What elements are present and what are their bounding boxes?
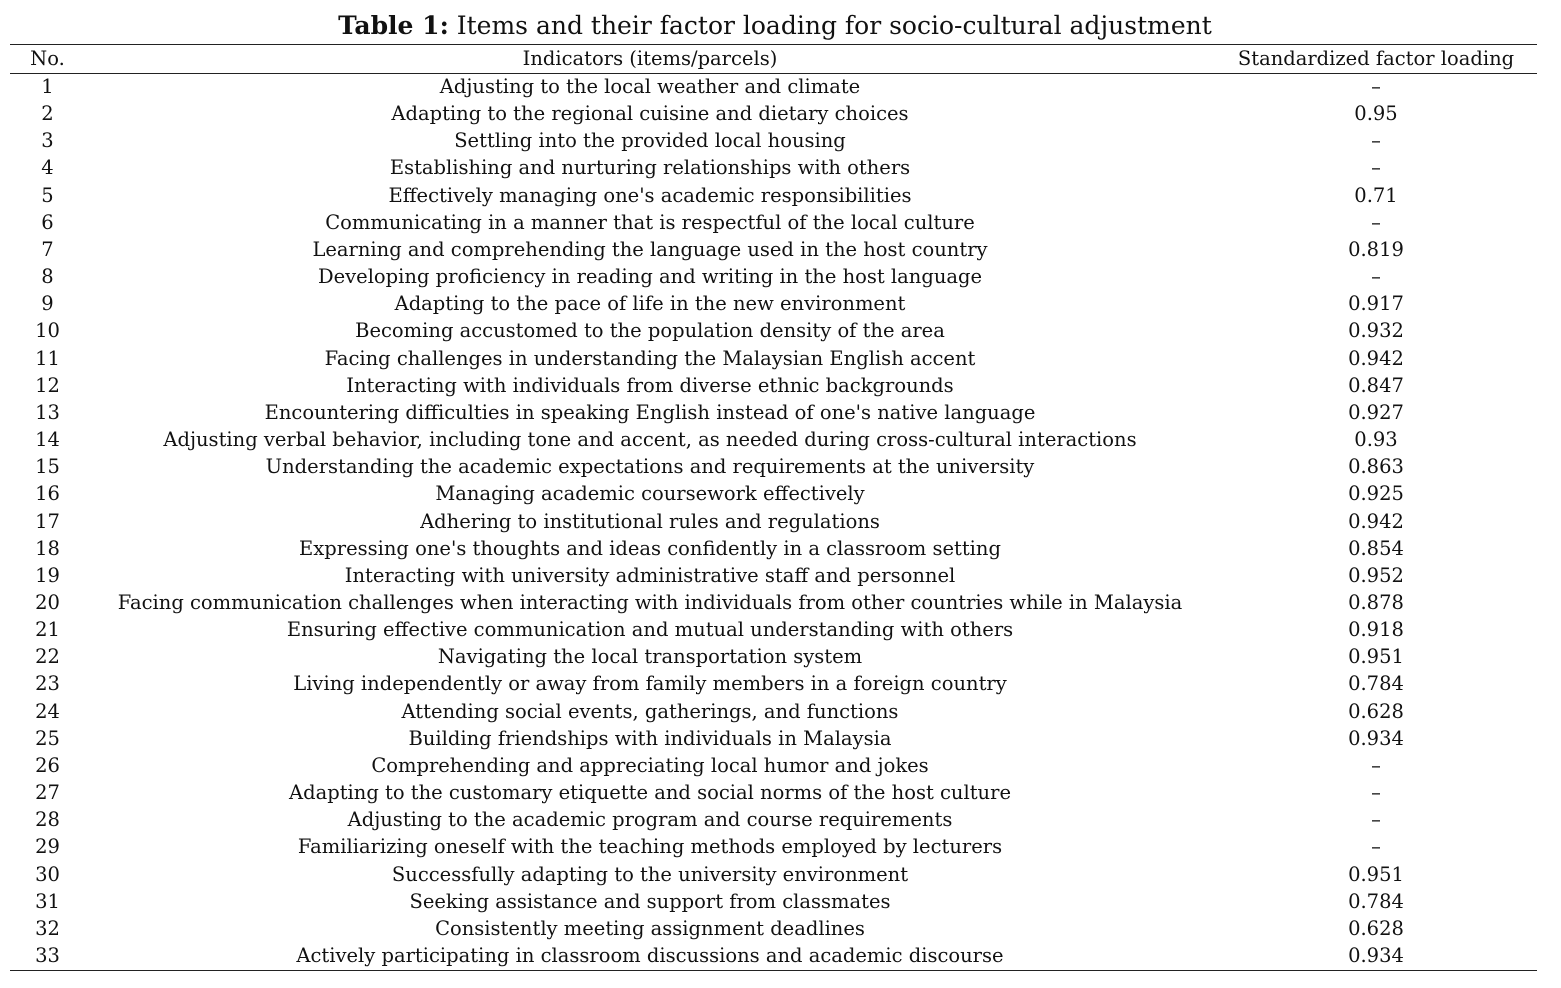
- cell-indicator: Building friendships with individuals in Malaysia: [408, 726, 892, 750]
- table-row: [10, 616, 1537, 643]
- cell-indicator: Navigating the local transportation system: [437, 645, 863, 669]
- cell-no: 8: [41, 265, 54, 289]
- table-caption-text: Items and their factor loading for socio-cultural adjustment: [448, 11, 1212, 40]
- cell-indicator: Communicating in a manner that is respectful of the local culture: [325, 210, 975, 234]
- table-row: [10, 752, 1537, 779]
- cell-indicator: Effectively managing one's academic responsibilities: [388, 183, 912, 207]
- table-row: [10, 453, 1537, 480]
- cell-indicator: Adjusting verbal behavior, including tone and accent, as needed during cross-cultural interactions: [163, 428, 1137, 452]
- cell-loading: 0.93: [1354, 428, 1398, 452]
- cell-no: 33: [35, 944, 60, 967]
- cell-indicator: Facing challenges in understanding the Malaysian English accent: [324, 346, 976, 370]
- cell-loading: 0.784: [1348, 889, 1404, 913]
- cell-loading: –: [1371, 808, 1381, 832]
- cell-loading: –: [1371, 835, 1381, 859]
- cell-no: 32: [35, 916, 60, 940]
- cell-loading: 0.951: [1348, 862, 1404, 886]
- cell-indicator: Learning and comprehending the language used in the host country: [312, 237, 988, 261]
- table-row: [10, 182, 1537, 209]
- cell-no: 5: [41, 183, 54, 207]
- table-row: [10, 942, 1537, 969]
- table-row: [10, 643, 1537, 670]
- cell-no: 2: [41, 102, 54, 126]
- cell-indicator: Adhering to institutional rules and regulations: [420, 509, 880, 533]
- cell-loading: –: [1371, 156, 1381, 180]
- header-no: No.: [30, 47, 65, 70]
- table-row: [10, 806, 1537, 833]
- cell-no: 31: [35, 889, 60, 913]
- cell-loading: 0.71: [1354, 183, 1398, 207]
- table-caption-label: Table 1:: [338, 11, 449, 40]
- cell-no: 4: [41, 156, 54, 180]
- cell-no: 9: [41, 292, 54, 316]
- cell-no: 7: [41, 237, 54, 261]
- cell-loading: –: [1371, 210, 1381, 234]
- cell-loading: 0.863: [1348, 455, 1404, 479]
- cell-no: 22: [35, 645, 60, 669]
- cell-loading: –: [1371, 75, 1381, 98]
- table-row: [10, 209, 1537, 236]
- cell-loading: –: [1371, 265, 1381, 289]
- cell-loading: 0.925: [1348, 482, 1404, 506]
- cell-loading: 0.847: [1348, 373, 1404, 397]
- table-row: [10, 372, 1537, 399]
- cell-no: 6: [41, 210, 54, 234]
- cell-indicator: Developing proficiency in reading and writing in the host language: [317, 265, 983, 289]
- cell-indicator: Interacting with university administrative staff and personnel: [344, 563, 956, 587]
- cell-no: 21: [35, 618, 60, 642]
- cell-no: 26: [35, 753, 60, 777]
- cell-loading: 0.942: [1348, 346, 1404, 370]
- cell-no: 17: [35, 509, 60, 533]
- cell-indicator: Ensuring effective communication and mutual understanding with others: [286, 618, 1014, 642]
- cell-indicator: Encountering difficulties in speaking English instead of one's native language: [264, 400, 1036, 424]
- cell-indicator: Becoming accustomed to the population density of the area: [355, 319, 945, 343]
- header-indicator: Indicators (items/parcels): [522, 47, 778, 70]
- cell-loading: 0.784: [1348, 672, 1404, 696]
- table-row: [10, 345, 1537, 372]
- table-row: [10, 589, 1537, 616]
- cell-loading: 0.932: [1348, 319, 1404, 343]
- cell-no: 18: [35, 536, 60, 560]
- table-row: [10, 480, 1537, 507]
- cell-loading: 0.628: [1348, 699, 1404, 723]
- cell-no: 11: [35, 346, 60, 370]
- cell-no: 16: [35, 482, 60, 506]
- table-row: [10, 317, 1537, 344]
- table-row: [10, 888, 1537, 915]
- table-row: [10, 725, 1537, 752]
- cell-loading: 0.934: [1348, 726, 1404, 750]
- cell-no: 29: [35, 835, 60, 859]
- cell-no: 14: [35, 428, 60, 452]
- cell-indicator: Living independently or away from family members in a foreign country: [293, 672, 1007, 696]
- table-row: [10, 73, 1537, 100]
- cell-no: 1: [41, 75, 54, 98]
- cell-indicator: Successfully adapting to the university environment: [391, 862, 909, 886]
- header-loading: Standardized factor loading: [1237, 47, 1515, 70]
- table-row: [10, 562, 1537, 589]
- table-row: [10, 100, 1537, 127]
- cell-indicator: Adjusting to the academic program and course requirements: [347, 808, 953, 832]
- table-row: [10, 236, 1537, 263]
- table-bottom-rule: [10, 970, 1537, 971]
- cell-indicator: Facing communication challenges when interacting with individuals from other countries while in Malaysia: [117, 590, 1183, 614]
- cell-no: 15: [35, 455, 60, 479]
- cell-no: 20: [35, 590, 60, 614]
- cell-no: 12: [35, 373, 60, 397]
- cell-indicator: Familiarizing oneself with the teaching methods employed by lecturers: [297, 835, 1003, 859]
- table-row: [10, 670, 1537, 697]
- table-row: [10, 508, 1537, 535]
- cell-no: 13: [35, 400, 60, 424]
- cell-loading: 0.854: [1348, 536, 1404, 560]
- table-row: [10, 127, 1537, 154]
- table-body: [10, 73, 1537, 969]
- cell-no: 19: [35, 563, 60, 587]
- cell-indicator: Adapting to the customary etiquette and social norms of the host culture: [289, 781, 1011, 805]
- table-row: [10, 698, 1537, 725]
- table-row: [10, 399, 1537, 426]
- cell-loading: –: [1371, 129, 1381, 153]
- cell-indicator: Consistently meeting assignment deadlines: [435, 916, 865, 940]
- cell-loading: –: [1371, 781, 1381, 805]
- cell-indicator: Adjusting to the local weather and climate: [439, 75, 861, 98]
- cell-loading: 0.934: [1348, 944, 1404, 967]
- cell-loading: 0.878: [1348, 590, 1404, 614]
- cell-indicator: Understanding the academic expectations and requirements at the university: [265, 455, 1035, 479]
- table-row: [10, 535, 1537, 562]
- table-row: [10, 426, 1537, 453]
- table-row: [10, 915, 1537, 942]
- cell-no: 30: [35, 862, 60, 886]
- factor-loading-table: [10, 44, 1537, 969]
- cell-loading: 0.952: [1348, 563, 1404, 587]
- cell-loading: 0.942: [1348, 509, 1404, 533]
- cell-indicator: Seeking assistance and support from classmates: [409, 889, 891, 913]
- table-row: [10, 290, 1537, 317]
- table-row: [10, 861, 1537, 888]
- cell-loading: 0.628: [1348, 916, 1404, 940]
- cell-indicator: Establishing and nurturing relationships with others: [389, 156, 911, 180]
- cell-no: 10: [35, 319, 60, 343]
- cell-indicator: Adapting to the regional cuisine and dietary choices: [391, 102, 909, 126]
- cell-loading: –: [1371, 753, 1381, 777]
- cell-loading: 0.819: [1348, 237, 1404, 261]
- cell-indicator: Settling into the provided local housing: [454, 129, 846, 153]
- cell-no: 28: [35, 808, 60, 832]
- cell-indicator: Managing academic coursework effectively: [435, 482, 865, 506]
- cell-no: 25: [35, 726, 60, 750]
- cell-no: 3: [41, 129, 54, 153]
- cell-no: 23: [35, 672, 60, 696]
- cell-loading: 0.917: [1348, 292, 1404, 316]
- table-row: [10, 154, 1537, 181]
- cell-indicator: Interacting with individuals from diverse ethnic backgrounds: [346, 373, 954, 397]
- table-row: [10, 779, 1537, 806]
- cell-indicator: Actively participating in classroom discussions and academic discourse: [296, 944, 1004, 967]
- cell-no: 27: [35, 781, 60, 805]
- table-header-row: [10, 44, 1537, 73]
- cell-indicator: Expressing one's thoughts and ideas confidently in a classroom setting: [299, 536, 1001, 560]
- table-caption: [0, 8, 1550, 44]
- cell-loading: 0.927: [1348, 400, 1404, 424]
- cell-no: 24: [35, 699, 60, 723]
- cell-indicator: Adapting to the pace of life in the new environment: [394, 292, 906, 316]
- cell-indicator: Attending social events, gatherings, and functions: [401, 699, 899, 723]
- table-row: [10, 833, 1537, 860]
- cell-loading: 0.95: [1354, 102, 1398, 126]
- cell-loading: 0.951: [1348, 645, 1404, 669]
- cell-loading: 0.918: [1348, 618, 1404, 642]
- cell-indicator: Comprehending and appreciating local humor and jokes: [371, 753, 929, 777]
- table-row: [10, 263, 1537, 290]
